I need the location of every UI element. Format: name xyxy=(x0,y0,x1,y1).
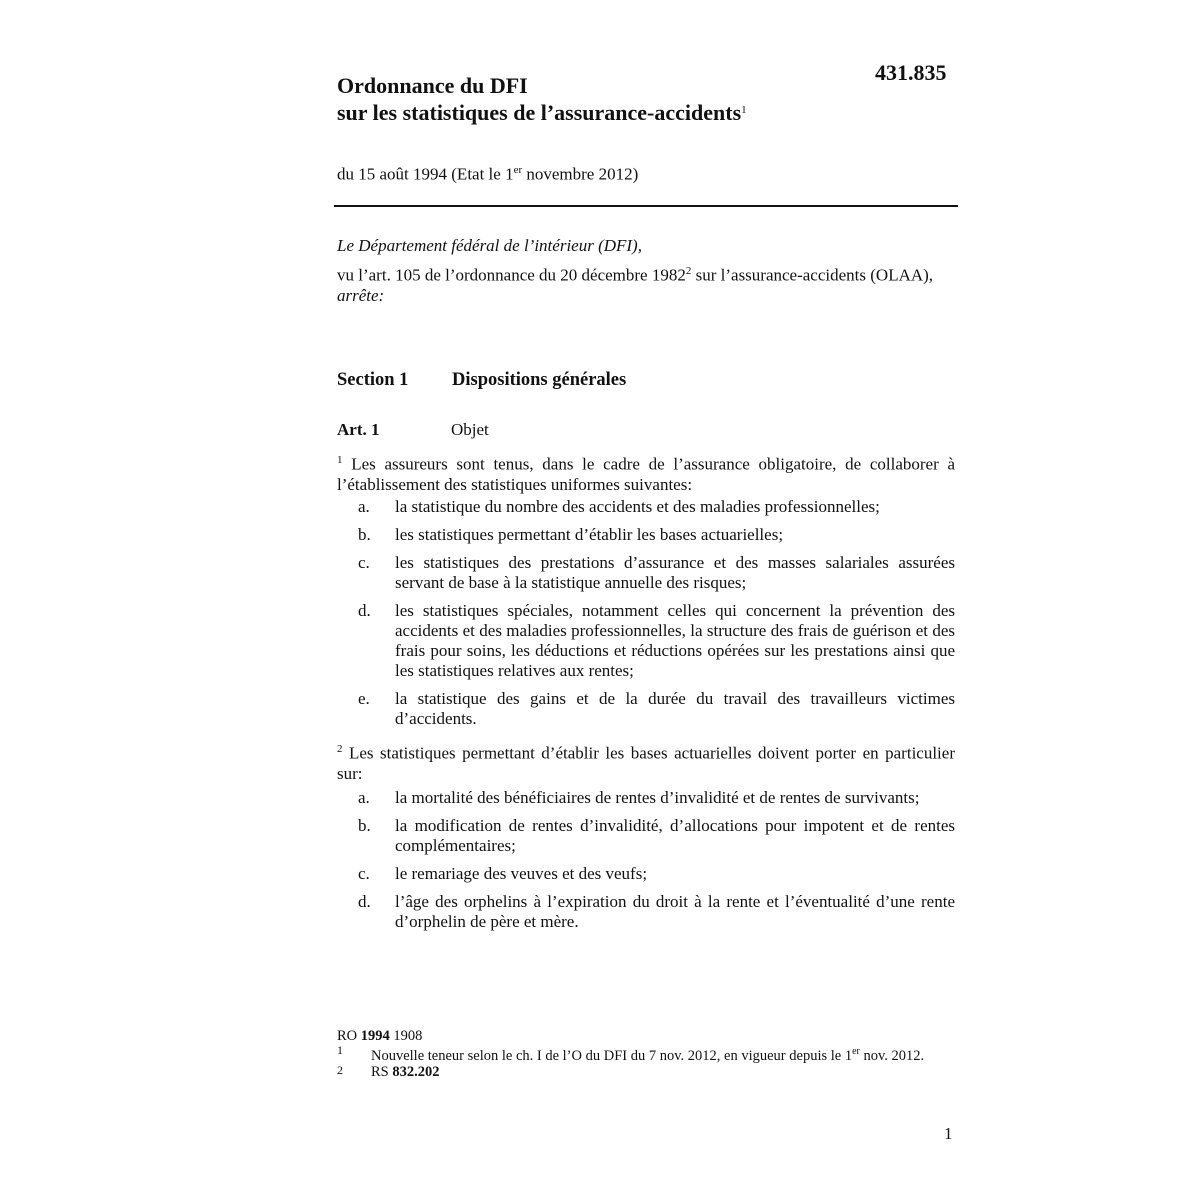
footnotes xyxy=(337,1028,937,1080)
list-item-letter: c. xyxy=(358,553,370,572)
ro-reference xyxy=(337,1028,937,1044)
date-prefix: du 15 août 1994 (Etat le 1 xyxy=(337,164,514,184)
list-item xyxy=(337,497,955,517)
paragraph-2-list xyxy=(337,788,955,940)
footnote-1-number: 1 xyxy=(337,1043,343,1057)
list-item-text: la modification de rentes d’invalidité, d’allocations pour impotent et de rentes complémentaires; xyxy=(395,816,955,855)
page-number: 1 xyxy=(944,1124,953,1143)
page-title xyxy=(337,73,877,125)
list-item-text: les statistiques spéciales, notamment celles qui concernent la prévention des accidents et des maladies professionnelles, la structure des frais de guérison et des frais pour soins, les déductions et réductions opérées sur les prestations ainsi que les statistiques relatives aux rentes; xyxy=(395,601,955,680)
footnote-1-after: nov. 2012. xyxy=(859,1047,925,1064)
preamble-decree: arrête: xyxy=(337,285,385,305)
list-item xyxy=(337,553,955,593)
list-item-letter: b. xyxy=(358,525,371,544)
section-label: Section 1 xyxy=(337,370,409,390)
title-footnote-ref[interactable]: 1 xyxy=(741,104,747,116)
title-line-2-text: sur les statistiques de l’assurance-accidents xyxy=(337,100,742,125)
list-item-text: les statistiques des prestations d’assurance et des masses salariales assurées servant de base à la statistique annuelle des risques; xyxy=(395,553,955,592)
footnote-1 xyxy=(337,1044,937,1064)
list-item-letter: a. xyxy=(358,497,370,516)
footnote-2-ref[interactable]: 832.202 xyxy=(392,1063,440,1080)
preamble-footnote-ref[interactable]: 2 xyxy=(685,265,692,277)
date-suffix: novembre 2012) xyxy=(522,164,639,184)
date-sup: er xyxy=(513,164,523,176)
footnote-1-sup: er xyxy=(852,1046,860,1057)
list-item-text: la statistique du nombre des accidents et des maladies professionnelles; xyxy=(395,497,880,516)
list-item xyxy=(337,816,955,856)
footnote-2-prefix: RS xyxy=(371,1063,393,1080)
list-item xyxy=(337,864,955,884)
paragraph-1 xyxy=(337,450,955,495)
paragraph-1-number: 1 xyxy=(337,454,343,466)
ro-year: 1994 xyxy=(360,1028,390,1044)
list-item-letter: c. xyxy=(358,864,370,883)
title-line-2 xyxy=(337,98,877,125)
footnote-2-number: 2 xyxy=(337,1062,343,1077)
list-item-text: l’âge des orphelins à l’expiration du droit à la rente et l’éventualité d’une rente d’orphelin de père et mère. xyxy=(395,892,955,931)
footnote-1-text: Nouvelle teneur selon le ch. I de l’O du DFI du 7 nov. 2012, en vigueur depuis le 1 xyxy=(371,1047,853,1064)
title-line-1: Ordonnance du DFI xyxy=(337,73,528,98)
ro-page: 1908 xyxy=(389,1028,423,1044)
paragraph-2-number: 2 xyxy=(337,743,343,755)
list-item-text: les statistiques permettant d’établir les bases actuarielles; xyxy=(395,525,784,544)
sr-number: 431.835 xyxy=(875,60,947,85)
list-item xyxy=(337,892,955,932)
list-item-letter: d. xyxy=(358,892,371,911)
paragraph-1-list xyxy=(337,497,955,737)
list-item xyxy=(337,689,955,729)
section-title: Dispositions générales xyxy=(452,370,627,390)
preamble xyxy=(337,236,957,306)
section-heading xyxy=(337,370,627,391)
list-item xyxy=(337,525,955,545)
paragraph-1-text: Les assureurs sont tenus, dans le cadre de l’assurance obligatoire, de collaborer à l’établissement des statistiques uniformes suivantes: xyxy=(337,454,955,494)
list-item-text: la statistique des gains et de la durée du travail des travailleurs victimes d’accidents. xyxy=(395,689,955,728)
article-label: Art. 1 xyxy=(337,420,380,439)
preamble-basis-after: sur l’assurance-accidents (OLAA), xyxy=(691,265,934,285)
list-item-letter: e. xyxy=(358,689,370,708)
footnote-2 xyxy=(337,1064,937,1080)
article-heading xyxy=(337,420,489,440)
list-item-text: le remariage des veuves et des veufs; xyxy=(395,864,648,883)
paragraph-2-text: Les statistiques permettant d’établir les bases actuarielles doivent porter en particulier sur: xyxy=(337,743,955,783)
list-item-letter: d. xyxy=(358,601,371,620)
list-item-text: la mortalité des bénéficiaires de rentes d’invalidité et de rentes de survivants; xyxy=(395,788,920,807)
list-item xyxy=(337,788,955,808)
paragraph-2 xyxy=(337,739,955,784)
ro-prefix: RO xyxy=(337,1028,361,1044)
list-item-letter: a. xyxy=(358,788,370,807)
date-line xyxy=(337,164,638,185)
list-item xyxy=(337,601,955,681)
preamble-authority: Le Département fédéral de l’intérieur (DFI), xyxy=(337,236,642,255)
preamble-basis xyxy=(337,261,957,286)
article-title: Objet xyxy=(451,420,489,439)
list-item-letter: b. xyxy=(358,816,371,835)
preamble-basis-before: vu l’art. 105 de l’ordonnance du 20 décembre 1982 xyxy=(337,265,686,285)
header-divider xyxy=(334,205,958,207)
